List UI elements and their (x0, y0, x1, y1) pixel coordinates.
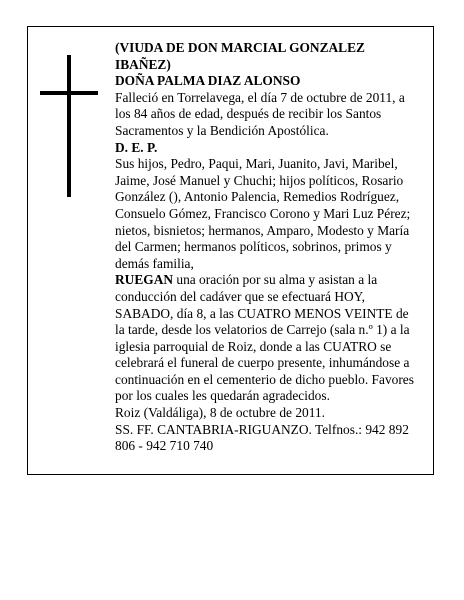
death-announcement: Falleció en Torrelavega, el día 7 de octubre de 2011, a los 84 años de edad, después de recibir los Santos Sacramentos y la Bendición Apostólica. (115, 89, 405, 138)
cross-horizontal-bar (40, 91, 98, 95)
obituary-notice (27, 26, 434, 475)
ruegan-label: RUEGAN (115, 272, 174, 288)
widow-line: (VIUDA DE DON MARCIAL GONZALEZ IBAÑEZ) (115, 40, 365, 72)
place-date: Roiz (Valdáliga), 8 de octubre de 2011. (115, 405, 325, 421)
request-paragraph (115, 272, 420, 405)
funeral-home: SS. FF. CANTABRIA-RIGUANZO. Telfnos.: 942 892 806 - 942 710 740 (115, 421, 409, 454)
deceased-name: DOÑA PALMA DIAZ ALONSO (115, 73, 301, 89)
ruegan-text: una oración por su alma y asistan a la conducción del cadáver que se efectuará HOY, SABADO, día 8, a las CUATRO MENOS VEINTE de la tarde, desde los velatorios de Carrejo (sala n.º 1) a la iglesia parroquial de Roiz, donde a las CUATRO se celebrará el funeral de cuerpo presente, inhumándose a continuación en el cementerio de dicho pueblo. Favores por los cuales les quedarán agradecidos. (115, 272, 414, 404)
rip-line: D. E. P. (115, 139, 158, 155)
cross-vertical-bar (67, 55, 71, 197)
family-list: Sus hijos, Pedro, Paqui, Mari, Juanito, Javi, Maribel, Jaime, José Manuel y Chuchi; hijos políticos, Rosario González (), Antonio Palencia, Remedios Rodríguez, Consuelo Gómez, Francisco Corono y Mari Luz Pérez; nietos, bisnietos; hermanos, Amparo, Modesto y María del Carmen; hermanos políticos, sobrinos, primos y demás familia, (115, 156, 411, 271)
obituary-text (115, 40, 420, 455)
